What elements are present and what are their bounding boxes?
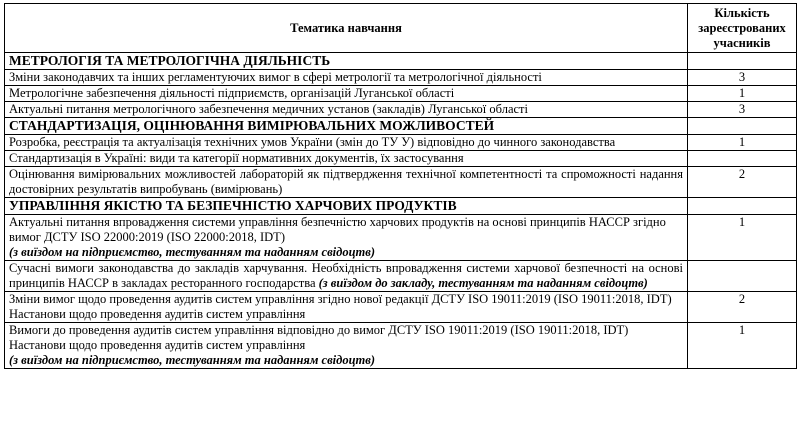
topic-cell: Зміни вимог щодо проведення аудитів систем управління згідно нової редакції ДСТУ ISO 19011:2019 (ISO 19011:2018, IDT) Настанови щодо проведення аудитів систем управління bbox=[5, 292, 688, 323]
topic-cell: Зміни законодавчих та інших регламентуючих вимог в сфері метрології та метрологічної діяльності bbox=[5, 70, 688, 86]
table-row bbox=[5, 261, 797, 292]
topic-cell: Розробка, реєстрація та актуалізація технічних умов України (змін до ТУ У) відповідно до чинного законодавства bbox=[5, 135, 688, 151]
topic-cell: Оцінювання вимірювальних можливостей лабораторій як підтвердження технічної компетентності та спроможності надання достовірних результатів випробувань (вимірювань) bbox=[5, 167, 688, 198]
topic-note: (з виїздом до закладу, тестуванням та наданням свідоцтв) bbox=[318, 276, 648, 290]
header-count: Кількість зареєстрованих учасників bbox=[688, 4, 797, 53]
topic-cell: Метрологічне забезпечення діяльності підприємств, організацій Луганської області bbox=[5, 86, 688, 102]
topic-note: (з виїздом на підприємство, тестуванням та наданням свідоцтв) bbox=[9, 245, 376, 259]
table-row bbox=[5, 86, 797, 102]
count-cell: 3 bbox=[688, 102, 797, 118]
topic-text: Сучасні вимоги законодавства до закладів харчування. Необхідність впровадження системи харчової безпечності на основі принципів НАССР в закладах ресторанного господарства bbox=[9, 261, 683, 290]
table-row bbox=[5, 135, 797, 151]
count-cell: 1 bbox=[688, 135, 797, 151]
count-cell: 1 bbox=[688, 215, 797, 261]
table-row bbox=[5, 102, 797, 118]
topic-cell bbox=[5, 215, 688, 261]
count-cell: 1 bbox=[688, 86, 797, 102]
section-title: УПРАВЛІННЯ ЯКІСТЮ ТА БЕЗПЕЧНІСТЮ ХАРЧОВИХ ПРОДУКТІВ bbox=[5, 198, 688, 215]
section-row bbox=[5, 53, 797, 70]
table-row bbox=[5, 70, 797, 86]
header-row bbox=[5, 4, 797, 53]
section-title: МЕТРОЛОГІЯ ТА МЕТРОЛОГІЧНА ДІЯЛЬНІСТЬ bbox=[5, 53, 688, 70]
section-title: СТАНДАРТИЗАЦІЯ, ОЦІНЮВАННЯ ВИМІРЮВАЛЬНИХ МОЖЛИВОСТЕЙ bbox=[5, 118, 688, 135]
section-row bbox=[5, 198, 797, 215]
topic-note: (з виїздом на підприємство, тестуванням та наданням свідоцтв) bbox=[9, 353, 376, 367]
section-row bbox=[5, 118, 797, 135]
topic-text: Вимоги до проведення аудитів систем управління відповідно до вимог ДСТУ ISO 19011:2019 (ISO 19011:2018, IDT) Настанови щодо проведення аудитів систем управління bbox=[9, 323, 629, 352]
table-row bbox=[5, 151, 797, 167]
count-cell: 1 bbox=[688, 323, 797, 369]
table-row bbox=[5, 167, 797, 198]
count-cell bbox=[688, 261, 797, 292]
table-row bbox=[5, 215, 797, 261]
topic-cell bbox=[5, 261, 688, 292]
count-cell: 2 bbox=[688, 292, 797, 323]
table-row bbox=[5, 323, 797, 369]
topic-text: Актуальні питання впровадження системи управління безпечністю харчових продуктів на основі принципів НАССР згідно вимог ДСТУ ISO 22000:2019 (ISO 22000:2018, IDT) bbox=[9, 215, 666, 244]
count-cell: 3 bbox=[688, 70, 797, 86]
topic-cell bbox=[5, 323, 688, 369]
count-cell bbox=[688, 151, 797, 167]
training-table bbox=[4, 3, 797, 369]
count-cell: 2 bbox=[688, 167, 797, 198]
topic-cell: Актуальні питання метрологічного забезпечення медичних установ (закладів) Луганської області bbox=[5, 102, 688, 118]
header-topic: Тематика навчання bbox=[5, 4, 688, 53]
table-row bbox=[5, 292, 797, 323]
topic-cell: Стандартизація в Україні: види та категорії нормативних документів, їх застосування bbox=[5, 151, 688, 167]
